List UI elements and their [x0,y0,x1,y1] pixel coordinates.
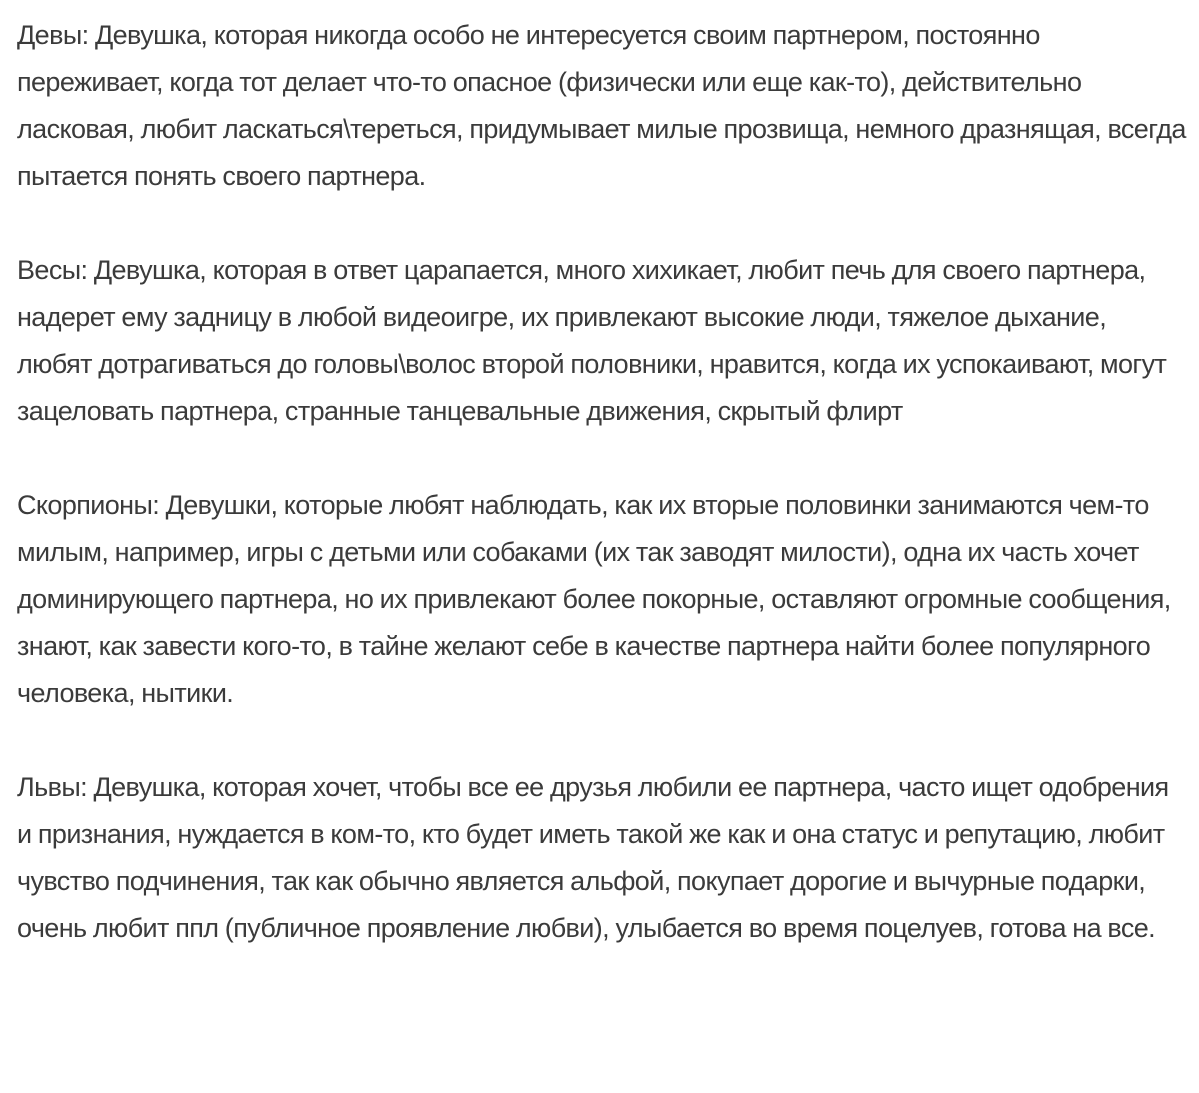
paragraph-leo: Львы: Девушка, которая хочет, чтобы все ее друзья любили ее партнера, часто ищет одобрения и признания, нуждается в ком-то, кто будет иметь такой же как и она статус и репутацию, любит чувство подчинения, так как обычно является альфой, покупает дорогие и вычурные подарки, очень любит ппл (публичное проявление любви), улыбается во время поцелуев, готова на все. [17,772,1169,943]
paragraph-scorpio: Скорпионы: Девушки, которые любят наблюдать, как их вторые половинки занимаются чем-то милым, например, игры с детьми или собаками (их так заводят милости), одна их часть хочет доминирующего партнера, но их привлекают более покорные, оставляют огромные сообщения, знают, как завести кого-то, в тайне желают себе в качестве партнера найти более популярного человека, нытики. [17,490,1171,708]
paragraph-libra: Весы: Девушка, которая в ответ царапается, много хихикает, любит печь для своего партнера, надерет ему задницу в любой видеоигре, их привлекают высокие люди, тяжелое дыхание, любят дотрагиваться до головы\волос второй половники, нравится, когда их успокаивают, могут зацеловать партнера, странные танцевальные движения, скрытый флирт [17,255,1167,426]
document-body [17,12,1187,952]
paragraph-virgo: Девы: Девушка, которая никогда особо не интересуется своим партнером, постоянно переживает, когда тот делает что-то опасное (физически или еще как-то), действительно ласковая, любит ласкаться\тереться, придумывает милые прозвища, немного дразнящая, всегда пытается понять своего партнера. [17,20,1186,191]
